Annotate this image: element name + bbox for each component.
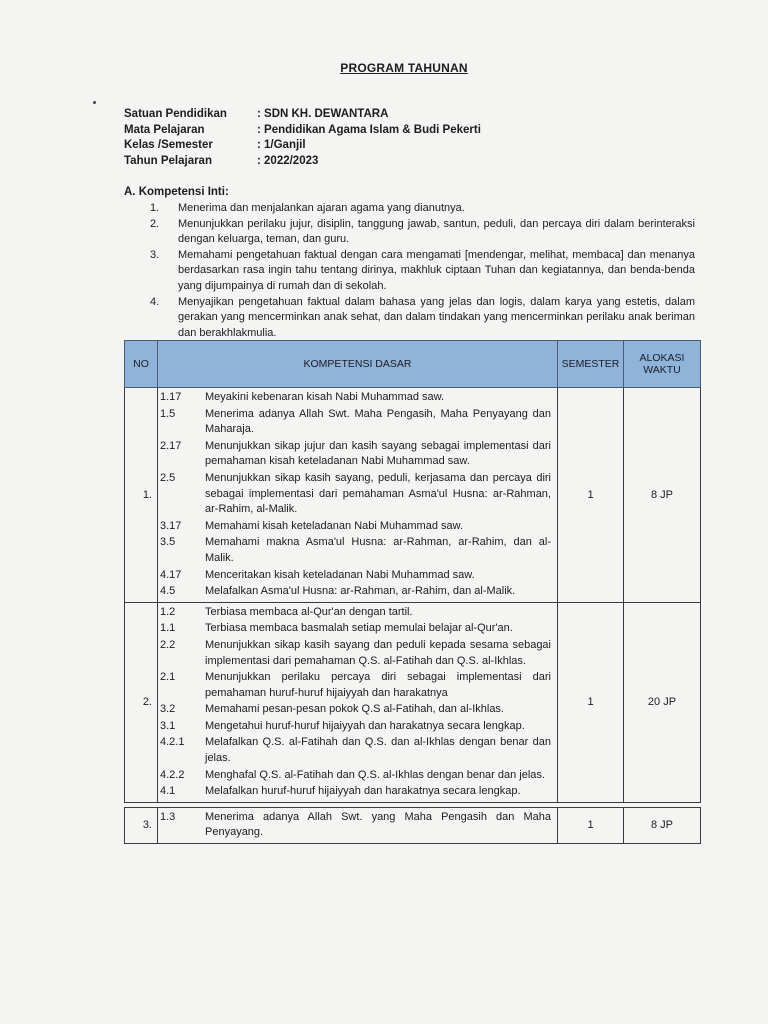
list-item [160, 768, 551, 784]
page-title: PROGRAM TAHUNAN [340, 61, 468, 75]
kompetensi-dasar-cell [158, 602, 558, 802]
kompetensi-inti-list [150, 201, 695, 341]
kd-code: 1.1 [160, 622, 176, 635]
kd-text: Menunjukkan sikap kasih sayang dan peduli kepada sesama sebagai implementasi dari pemahaman Q.S. al-Fatihah dan Q.S. al-Ikhlas. [205, 638, 551, 667]
kd-text: Menerima adanya Allah Swt. Maha Pengasih, Maha Penyayang dan Maharaja. [205, 407, 551, 436]
list-text: Memahami pengetahuan faktual dengan cara mengamati [mendengar, melihat, membaca] dan menanya berdasarkan rasa ingin tahu tentang dirinya, makhluk ciptaan Tuhan dan kegiatannya, dan benda-benda yang dijumpainya di rumah dan di sekolah. [178, 248, 695, 292]
list-item [160, 719, 551, 735]
list-item [160, 702, 551, 718]
kd-code: 2.2 [160, 638, 176, 651]
list-item [150, 217, 695, 248]
list-item [150, 201, 695, 217]
list-item [160, 568, 551, 584]
kd-code: 4.5 [160, 585, 176, 598]
kd-code: 1.17 [160, 391, 182, 403]
alokasi-waktu-cell: 20 JP [624, 602, 701, 802]
kd-text: Memahami makna Asma'ul Husna: ar-Rahman, ar-Rahim, dan al-Malik. [205, 536, 551, 564]
kd-text: Mengetahui huruf-huruf hijaiyyah dan harakatnya secara lengkap. [205, 719, 525, 732]
kd-code: 4.1 [160, 785, 176, 798]
identity-label: Tahun Pelajaran [124, 154, 212, 167]
header-no: NO [125, 341, 158, 388]
list-item [160, 784, 551, 800]
list-item [160, 535, 551, 566]
kd-code: 1.2 [160, 605, 176, 618]
list-number: 2. [150, 217, 160, 230]
kompetensi-dasar-cell [158, 388, 558, 603]
list-item [160, 439, 551, 470]
header-kompetensi-dasar: KOMPETENSI DASAR [158, 341, 558, 388]
list-text: Menunjukkan perilaku jujur, disiplin, tanggung jawab, santun, peduli, dan percaya diri dalam berinteraksi dengan keluarga, teman, dan guru. [178, 217, 695, 246]
kompetensi-inti-heading: A. Kompetensi Inti: [124, 186, 229, 198]
kd-text: Melafalkan Q.S. al-Fatihah dan Q.S. dan al-Ikhlas dengan benar dan jelas. [205, 736, 551, 765]
kd-text: Melafalkan Asma'ul Husna: ar-Rahman, ar-Rahim, dan al-Malik. [205, 585, 516, 598]
semester-cell: 1 [558, 807, 624, 843]
list-number: 4. [150, 295, 160, 308]
semester-cell: 1 [558, 602, 624, 802]
list-item [150, 248, 695, 295]
kd-code: 2.17 [160, 439, 182, 452]
kd-code: 3.17 [160, 519, 182, 532]
header-semester: SEMESTER [558, 341, 624, 388]
kd-text: Menerima adanya Allah Swt. yang Maha Pengasih dan Maha Penyayang. [205, 810, 551, 839]
alokasi-waktu-cell: 8 JP [624, 388, 701, 603]
table-row [125, 807, 701, 843]
list-item [160, 407, 551, 438]
kd-code: 3.2 [160, 703, 176, 716]
kd-text: Terbiasa membaca al-Qur'an dengan tartil. [205, 605, 413, 618]
row-number: 1. [125, 388, 158, 603]
semester-cell: 1 [558, 388, 624, 603]
identity-value: : 2022/2023 [257, 154, 319, 167]
list-item [150, 295, 695, 342]
list-item [160, 810, 551, 841]
kd-code: 1.5 [160, 407, 176, 420]
kd-text: Menunjukkan sikap kasih sayang, peduli, kerjasama dan percaya diri sebagai implementasi dari pemahaman Asma'ul Husna: ar-Rahman, ar-Rahim, al-Malik. [205, 471, 551, 516]
kompetensi-dasar-cell [158, 807, 558, 843]
list-item [160, 519, 551, 535]
kd-text: Menceritakan kisah keteladanan Nabi Muhammad saw. [205, 568, 475, 581]
row-number: 2. [125, 602, 158, 802]
kd-code: 3.5 [160, 536, 176, 549]
list-item [160, 390, 551, 406]
kd-code: 3.1 [160, 719, 176, 732]
table-header-row [125, 341, 701, 388]
scan-speck [93, 101, 96, 104]
row-number: 3. [125, 807, 158, 843]
identity-label: Satuan Pendidikan [124, 108, 227, 120]
list-number: 3. [150, 248, 160, 261]
kd-text: Meyakini kebenaran kisah Nabi Muhammad saw. [205, 391, 445, 403]
kd-code: 2.1 [160, 671, 176, 684]
kd-text: Menghafal Q.S. al-Fatihah dan Q.S. al-Ikhlas dengan benar dan jelas. [205, 768, 545, 781]
table-row [125, 602, 701, 802]
list-item [160, 735, 551, 766]
table-body [125, 388, 701, 844]
kompetensi-dasar-table [124, 340, 701, 844]
list-text: Menerima dan menjalankan ajaran agama yang dianutnya. [178, 202, 465, 214]
kd-text: Memahami kisah keteladanan Nabi Muhammad saw. [205, 519, 464, 532]
list-text: Menyajikan pengetahuan faktual dalam bahasa yang jelas dan logis, dalam karya yang estetis, dalam gerakan yang mencerminkan anak sehat, dan dalam tindakan yang mencerminkan perilaku anak beriman dan berakhlakmulia. [178, 295, 695, 339]
kd-code: 4.17 [160, 568, 182, 581]
identity-row [124, 108, 481, 124]
list-item [160, 670, 551, 701]
identity-value: : SDN KH. DEWANTARA [257, 108, 389, 120]
kd-text: Menunjukkan perilaku percaya diri sebagai implementasi dari pemahaman huruf-huruf hijaiyyah dan harakatnya [205, 671, 551, 699]
list-item [160, 584, 551, 600]
kd-code: 4.2.1 [160, 736, 185, 749]
identity-row [124, 155, 481, 171]
list-item [160, 621, 551, 637]
list-number: 1. [150, 202, 160, 214]
alokasi-waktu-cell: 8 JP [624, 807, 701, 843]
kd-text: Melafalkan huruf-huruf hijaiyyah dan harakatnya secara lengkap. [205, 785, 521, 798]
identity-value: : 1/Ganjil [257, 139, 306, 151]
header-alokasi-waktu: ALOKASI WAKTU [624, 341, 701, 388]
identity-value: : Pendidikan Agama Islam & Budi Pekerti [257, 123, 481, 136]
table-row [125, 388, 701, 603]
kd-code: 1.3 [160, 810, 176, 823]
identity-label: Kelas /Semester [124, 139, 213, 151]
list-item [160, 471, 551, 518]
kd-text: Menunjukkan sikap jujur dan kasih sayang sebagai implementasi dari pemahaman kisah keteladanan Nabi Muhammad saw. [205, 439, 551, 468]
kd-code: 4.2.2 [160, 768, 185, 781]
kd-text: Memahami pesan-pesan pokok Q.S al-Fatihah, dan al-Ikhlas. [205, 703, 504, 716]
kd-code: 2.5 [160, 471, 176, 484]
identity-row [124, 124, 481, 140]
kd-text: Terbiasa membaca basmalah setiap memulai belajar al-Qur'an. [205, 622, 513, 635]
identity-block [124, 108, 481, 170]
list-item [160, 638, 551, 669]
identity-label: Mata Pelajaran [124, 123, 205, 136]
identity-row [124, 139, 481, 155]
list-item [160, 605, 551, 621]
